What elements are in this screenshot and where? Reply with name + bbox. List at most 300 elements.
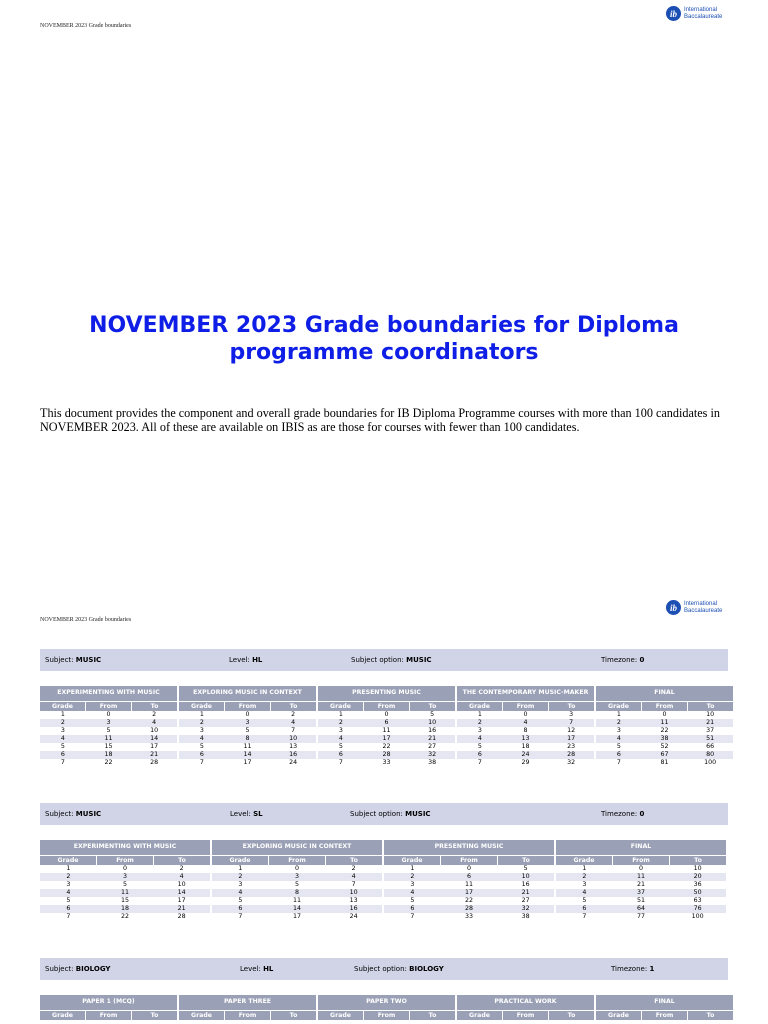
table-row: [40, 759, 177, 767]
grade-boundaries-table: [40, 995, 733, 1020]
table-cell: 6: [616, 751, 621, 758]
column-headers: [318, 1011, 455, 1020]
table-cell: 33: [382, 759, 391, 766]
table-cell: 16: [521, 881, 530, 888]
table-cell: 7: [351, 881, 356, 888]
column-header: From: [612, 856, 669, 865]
table-cell: 3: [338, 727, 343, 734]
column-header: Grade: [191, 1012, 212, 1019]
component-title: EXPLORING MUSIC IN CONTEXT: [179, 686, 316, 701]
component-table: [179, 686, 316, 767]
table-row: [596, 751, 733, 759]
table-row: [40, 913, 210, 921]
table-cell: 5: [238, 897, 243, 904]
table-row: [596, 743, 733, 751]
table-row: [384, 889, 554, 897]
table-cell: 5: [295, 881, 300, 888]
table-cell: 24: [349, 913, 358, 920]
table-cell: 14: [150, 735, 159, 742]
table-cell: 0: [384, 711, 389, 718]
subject-option-value: MUSIC: [405, 810, 431, 818]
table-cell: 76: [693, 905, 702, 912]
component-title: PAPER TWO: [318, 995, 455, 1010]
table-cell: 0: [639, 865, 644, 872]
table-cell: 1: [582, 865, 587, 872]
level-value: SL: [253, 810, 263, 818]
table-row: [40, 727, 177, 735]
table-row: [40, 711, 177, 719]
ib-logo-text: International Baccalaureate: [684, 601, 723, 614]
table-row: [212, 905, 382, 913]
column-headers: [457, 1011, 594, 1020]
column-header: From: [440, 856, 497, 865]
table-cell: 28: [382, 751, 391, 758]
component-title: EXPERIMENTING WITH MUSIC: [40, 840, 210, 855]
table-cell: 6: [467, 873, 472, 880]
table-cell: 2: [477, 719, 482, 726]
table-row: [40, 865, 210, 873]
table-cell: 10: [693, 865, 702, 872]
component-table: [212, 840, 382, 921]
table-cell: 66: [706, 743, 715, 750]
column-header: To: [687, 1011, 733, 1020]
table-row: [457, 727, 594, 735]
table-row: [457, 751, 594, 759]
column-headers: [179, 1011, 316, 1020]
table-cell: 7: [569, 719, 574, 726]
subject-bar: Subject: BIOLOGY Level: HL Subject option: BIOLOGY Timezone: 1: [40, 958, 728, 980]
table-cell: 0: [295, 865, 300, 872]
column-header: To: [548, 702, 594, 711]
table-cell: 24: [521, 751, 530, 758]
table-cell: 4: [523, 719, 528, 726]
table-row: [318, 719, 455, 727]
table-cell: 27: [521, 897, 530, 904]
column-header: Grade: [469, 1012, 490, 1019]
table-cell: 3: [238, 881, 243, 888]
component-title: PAPER 1 (MCQ): [40, 995, 177, 1010]
column-headers: [40, 856, 210, 865]
table-cell: 5: [582, 897, 587, 904]
column-header: From: [502, 1011, 548, 1020]
table-row: [384, 897, 554, 905]
column-header: Grade: [330, 1012, 351, 1019]
subject-value: BIOLOGY: [75, 965, 111, 973]
table-cell: 5: [523, 865, 528, 872]
ib-logo-text: International Baccalaureate: [684, 7, 723, 20]
table-cell: 18: [121, 905, 130, 912]
table-cell: 17: [243, 759, 252, 766]
table-cell: 32: [567, 759, 576, 766]
component-table: [40, 995, 177, 1020]
table-cell: 8: [245, 735, 250, 742]
table-row: [556, 865, 726, 873]
page-header: NOVEMBER 2023 Grade boundaries: [40, 23, 132, 29]
table-cell: 16: [289, 751, 298, 758]
column-header: To: [687, 702, 733, 711]
table-cell: 5: [123, 881, 128, 888]
table-cell: 10: [289, 735, 298, 742]
table-cell: 11: [465, 881, 474, 888]
column-headers: [457, 702, 594, 711]
column-headers: [40, 702, 177, 711]
subject-option-value: BIOLOGY: [409, 965, 444, 973]
table-cell: 7: [66, 913, 71, 920]
table-cell: 5: [616, 743, 621, 750]
column-header: Grade: [401, 857, 423, 864]
table-cell: 1: [616, 711, 621, 718]
table-cell: 14: [243, 751, 252, 758]
column-headers: [596, 1011, 733, 1020]
table-cell: 21: [177, 905, 186, 912]
table-row: [212, 897, 382, 905]
table-cell: 17: [567, 735, 576, 742]
table-row: [212, 873, 382, 881]
table-cell: 3: [582, 881, 587, 888]
table-cell: 16: [428, 727, 437, 734]
table-cell: 63: [693, 897, 702, 904]
table-cell: 5: [60, 743, 65, 750]
table-cell: 10: [706, 711, 715, 718]
table-cell: 51: [706, 735, 715, 742]
table-cell: 3: [245, 719, 250, 726]
column-header: Grade: [330, 703, 351, 710]
table-cell: 22: [382, 743, 391, 750]
table-cell: 5: [477, 743, 482, 750]
column-headers: [212, 856, 382, 865]
table-cell: 21: [637, 881, 646, 888]
table-cell: 2: [291, 711, 296, 718]
grade-boundaries-table: [40, 686, 733, 767]
table-cell: 6: [582, 905, 587, 912]
intro-paragraph: This document provides the component and overall grade boundaries for IB Diploma Programme courses with more than 100 candidates in NOVEMBER 2023. All of these are available on IBIS as are those for courses with fewer than 100 candidates.: [40, 406, 720, 434]
table-cell: 10: [349, 889, 358, 896]
table-cell: 11: [382, 727, 391, 734]
table-cell: 14: [293, 905, 302, 912]
table-cell: 13: [521, 735, 530, 742]
table-row: [212, 913, 382, 921]
component-table: [556, 840, 726, 921]
table-cell: 4: [179, 873, 184, 880]
page-header: NOVEMBER 2023 Grade boundaries: [40, 617, 132, 623]
column-header: From: [502, 702, 548, 711]
table-cell: 16: [349, 905, 358, 912]
table-cell: 11: [104, 735, 113, 742]
column-header: Grade: [57, 857, 79, 864]
level-value: HL: [263, 965, 274, 973]
table-cell: 4: [66, 889, 71, 896]
column-header: From: [224, 702, 270, 711]
page-title: NOVEMBER 2023 Grade boundaries for Diploma programme coordinators: [89, 313, 679, 365]
table-cell: 2: [582, 873, 587, 880]
table-cell: 6: [199, 751, 204, 758]
table-cell: 2: [199, 719, 204, 726]
subject-value: MUSIC: [75, 810, 102, 818]
column-header: To: [409, 1011, 455, 1020]
table-row: [212, 865, 382, 873]
table-cell: 17: [293, 913, 302, 920]
table-cell: 22: [465, 897, 474, 904]
table-cell: 18: [104, 751, 113, 758]
column-headers: [40, 1011, 177, 1020]
table-cell: 5: [245, 727, 250, 734]
table-cell: 7: [616, 759, 621, 766]
table-cell: 0: [662, 711, 667, 718]
subject-value: MUSIC: [75, 656, 102, 664]
table-row: [556, 905, 726, 913]
table-row: [179, 735, 316, 743]
table-cell: 0: [106, 711, 111, 718]
table-row: [40, 735, 177, 743]
table-cell: 7: [338, 759, 343, 766]
table-cell: 21: [706, 719, 715, 726]
table-cell: 2: [152, 711, 157, 718]
table-cell: 28: [177, 913, 186, 920]
table-cell: 38: [428, 759, 437, 766]
table-row: [556, 873, 726, 881]
table-row: [596, 711, 733, 719]
table-row: [179, 719, 316, 727]
table-cell: 3: [60, 727, 65, 734]
component-table: [457, 995, 594, 1020]
table-cell: 8: [295, 889, 300, 896]
table-cell: 33: [465, 913, 474, 920]
table-cell: 52: [660, 743, 669, 750]
column-header: From: [224, 1011, 270, 1020]
table-cell: 4: [60, 735, 65, 742]
table-cell: 0: [467, 865, 472, 872]
column-headers: [318, 702, 455, 711]
table-cell: 22: [121, 913, 130, 920]
table-row: [596, 759, 733, 767]
component-table: [457, 686, 594, 767]
table-cell: 28: [465, 905, 474, 912]
column-header: From: [96, 856, 153, 865]
table-cell: 64: [637, 905, 646, 912]
table-cell: 15: [121, 897, 130, 904]
component-title: EXPLORING MUSIC IN CONTEXT: [212, 840, 382, 855]
table-row: [556, 889, 726, 897]
table-cell: 22: [104, 759, 113, 766]
table-row: [318, 759, 455, 767]
table-cell: 1: [238, 865, 243, 872]
column-header: Grade: [52, 703, 73, 710]
component-title: FINAL: [596, 686, 733, 701]
table-row: [40, 719, 177, 727]
component-table: [318, 686, 455, 767]
table-cell: 20: [693, 873, 702, 880]
column-header: From: [641, 1011, 687, 1020]
table-row: [556, 913, 726, 921]
table-row: [212, 889, 382, 897]
table-cell: 1: [338, 711, 343, 718]
table-cell: 17: [382, 735, 391, 742]
table-cell: 5: [199, 743, 204, 750]
table-cell: 5: [106, 727, 111, 734]
table-cell: 67: [660, 751, 669, 758]
table-cell: 3: [123, 873, 128, 880]
table-cell: 7: [477, 759, 482, 766]
table-cell: 21: [150, 751, 159, 758]
column-header: Grade: [191, 703, 212, 710]
table-cell: 5: [430, 711, 435, 718]
table-cell: 7: [291, 727, 296, 734]
ib-logo-icon: ib: [666, 6, 681, 21]
component-table: [40, 840, 210, 921]
component-table: [596, 686, 733, 767]
column-header: From: [85, 1011, 131, 1020]
column-header: To: [131, 702, 177, 711]
table-row: [596, 735, 733, 743]
table-cell: 11: [243, 743, 252, 750]
table-cell: 4: [582, 889, 587, 896]
table-row: [179, 727, 316, 735]
table-cell: 4: [291, 719, 296, 726]
table-row: [384, 913, 554, 921]
table-cell: 3: [66, 881, 71, 888]
table-row: [457, 711, 594, 719]
table-row: [457, 735, 594, 743]
table-cell: 38: [521, 913, 530, 920]
table-cell: 3: [410, 881, 415, 888]
table-cell: 4: [477, 735, 482, 742]
column-header: From: [363, 702, 409, 711]
table-row: [212, 881, 382, 889]
component-table: [40, 686, 177, 767]
table-row: [40, 881, 210, 889]
table-cell: 10: [521, 873, 530, 880]
table-cell: 80: [706, 751, 715, 758]
table-cell: 51: [637, 897, 646, 904]
table-row: [179, 759, 316, 767]
column-headers: [179, 702, 316, 711]
column-header: Grade: [608, 1012, 629, 1019]
table-cell: 18: [521, 743, 530, 750]
timezone-value: 0: [639, 656, 645, 664]
table-cell: 10: [428, 719, 437, 726]
table-row: [556, 897, 726, 905]
table-cell: 4: [199, 735, 204, 742]
column-header: To: [497, 856, 554, 865]
table-row: [596, 727, 733, 735]
table-cell: 81: [660, 759, 669, 766]
column-header: Grade: [608, 703, 629, 710]
column-header: From: [85, 702, 131, 711]
column-header: Grade: [469, 703, 490, 710]
table-cell: 6: [384, 719, 389, 726]
table-cell: 7: [60, 759, 65, 766]
table-cell: 17: [150, 743, 159, 750]
column-headers: [556, 856, 726, 865]
component-title: FINAL: [596, 995, 733, 1010]
table-cell: 23: [567, 743, 576, 750]
table-row: [556, 881, 726, 889]
table-row: [457, 759, 594, 767]
table-cell: 0: [245, 711, 250, 718]
table-cell: 24: [289, 759, 298, 766]
level-value: HL: [252, 656, 263, 664]
column-headers: [596, 702, 733, 711]
table-cell: 12: [567, 727, 576, 734]
ib-logo: [666, 600, 722, 615]
table-cell: 6: [477, 751, 482, 758]
table-row: [384, 881, 554, 889]
table-cell: 4: [616, 735, 621, 742]
table-cell: 1: [477, 711, 482, 718]
table-cell: 3: [199, 727, 204, 734]
component-title: EXPERIMENTING WITH MUSIC: [40, 686, 177, 701]
table-cell: 2: [616, 719, 621, 726]
table-cell: 4: [152, 719, 157, 726]
table-cell: 100: [704, 759, 717, 766]
table-cell: 7: [410, 913, 415, 920]
table-row: [384, 865, 554, 873]
table-cell: 2: [410, 873, 415, 880]
table-cell: 32: [428, 751, 437, 758]
table-cell: 21: [521, 889, 530, 896]
timezone-value: 1: [649, 965, 655, 973]
column-header: To: [153, 856, 210, 865]
table-cell: 7: [199, 759, 204, 766]
table-cell: 11: [637, 873, 646, 880]
table-cell: 5: [410, 897, 415, 904]
table-cell: 28: [567, 751, 576, 758]
table-cell: 3: [295, 873, 300, 880]
table-row: [318, 711, 455, 719]
table-cell: 2: [60, 719, 65, 726]
table-row: [384, 905, 554, 913]
column-header: From: [268, 856, 325, 865]
table-cell: 11: [293, 897, 302, 904]
table-cell: 3: [569, 711, 574, 718]
table-cell: 2: [66, 873, 71, 880]
subject-bar: Subject: MUSIC Level: HL Subject option: MUSIC Timezone: 0: [40, 649, 728, 671]
column-header: To: [270, 702, 316, 711]
column-header: To: [131, 1011, 177, 1020]
column-header: From: [641, 702, 687, 711]
table-cell: 17: [465, 889, 474, 896]
table-cell: 7: [238, 913, 243, 920]
table-cell: 5: [338, 743, 343, 750]
table-cell: 37: [706, 727, 715, 734]
component-table: [179, 995, 316, 1020]
table-cell: 0: [523, 711, 528, 718]
table-cell: 3: [616, 727, 621, 734]
column-header: Grade: [573, 857, 595, 864]
table-cell: 0: [123, 865, 128, 872]
table-cell: 14: [177, 889, 186, 896]
table-row: [318, 743, 455, 751]
table-cell: 6: [66, 905, 71, 912]
table-cell: 1: [410, 865, 415, 872]
table-cell: 32: [521, 905, 530, 912]
table-cell: 6: [238, 905, 243, 912]
component-table: [318, 995, 455, 1020]
column-header: To: [270, 1011, 316, 1020]
table-row: [457, 719, 594, 727]
table-cell: 13: [349, 897, 358, 904]
table-cell: 28: [150, 759, 159, 766]
table-row: [40, 751, 177, 759]
component-table: [384, 840, 554, 921]
column-header: To: [548, 1011, 594, 1020]
table-cell: 8: [523, 727, 528, 734]
table-row: [318, 751, 455, 759]
column-header: To: [325, 856, 382, 865]
column-header: Grade: [52, 1012, 73, 1019]
table-cell: 100: [691, 913, 704, 920]
table-row: [596, 719, 733, 727]
